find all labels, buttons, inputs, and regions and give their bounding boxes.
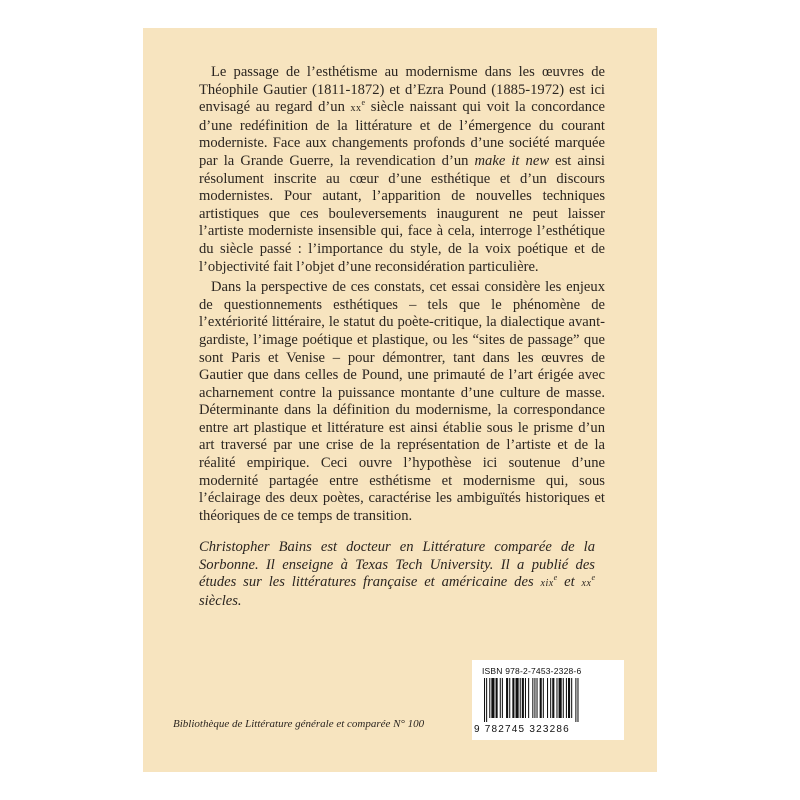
ean-digits: 9 782745 323286 [474, 724, 570, 735]
barcode-image [482, 678, 614, 722]
blurb-paragraph-1: Le passage de l’esthétisme au modernisme dans les œuvres de Théophile Gautier (1811-1872) et d’Ezra Pound (1885-1972) est ici envisagé au regard d’un $xx^e$ siècle naissant qui voit la concordance d’une redéfinition de la littérature et de l’émergence du courant moderniste. Face aux changements profonds d’une société marquée par la Grande Guerre, la revendication d’un make it new est ainsi résolument inscrite au cœur d’une esthétique et d’un discours modernistes. Pour autant, l’apparition de nouvelles techniques artistiques que ces bouleversements inaugurent ne peut laisser l’artiste moderniste insensible qui, face à cela, interroge l’esthétique du siècle passé : l’importance du style, de la voix poétique et de l’objectivité fait l’objet d’une reconsidération particulière. [199, 64, 605, 275]
barcode-bar [540, 678, 542, 718]
barcode-bar [547, 678, 548, 718]
barcode-bar [522, 678, 524, 718]
barcode-bar [506, 678, 508, 718]
barcode-bar [484, 678, 485, 722]
barcode-bar [566, 678, 567, 718]
barcode-bar [512, 678, 514, 718]
barcode-bar [563, 678, 564, 718]
barcode-bar [577, 678, 578, 722]
barcode-bar [559, 678, 562, 718]
blurb-paragraph-2: Dans la perspective de ces constats, cet essai considère les enjeux de questionnements esthétiques – tels que le phénomène de l’extériorité littéraire, le statut du poète-critique, la dialectique avant-gardiste, l’image poétique et plastique, ou les “sites de passage” que sont Paris et Venise – pour démontrer, tant dans les œuvres de Gautier que dans celles de Pound, une primauté de l’art érigée avec acharnement contre la puissance montante d’une culture de masse. Déterminante dans la définition du modernisme, la correspondance entre art plastique et littérature est ainsi établie sous le prisme d’un art traversé par une crise de la représentation de l’artiste et de la réalité empirique. Ceci ouvre l’hypothèse ici soutenue d’une modernité partagée entre esthétisme et modernisme qui, sous l’éclairage des deux poètes, caractérise les ambiguïtés historiques et théoriques de ce temps de transition. [199, 279, 605, 524]
barcode-bar [520, 678, 521, 718]
barcode-bar [550, 678, 551, 718]
barcode-bar [491, 678, 494, 718]
barcode-bar [509, 678, 510, 718]
series-title: Bibliothèque de Littérature générale et comparée N° 100 [173, 718, 425, 730]
barcode-bar [516, 678, 519, 718]
back-cover [143, 28, 657, 772]
barcode-bar [496, 678, 498, 718]
barcode-bar [534, 678, 535, 718]
barcode-bar [571, 678, 572, 718]
barcode-bar [500, 678, 501, 718]
barcode-bar [489, 678, 490, 718]
barcode-bar [502, 678, 503, 718]
isbn-label: ISBN 978-2-7453-2328-6 [482, 666, 582, 676]
barcode-bar [556, 678, 557, 718]
barcode-bar [525, 678, 526, 718]
barcode-bar [552, 678, 554, 718]
barcode-bar [543, 678, 544, 718]
author-bio: Christopher Bains est docteur en Littérature comparée de la Sorbonne. Il enseigne à Texas Tech University. Il a publié des études sur les littératures française et américaine des xix$^e$ et $xx^e$ siècles. [199, 539, 595, 609]
barcode-bar [532, 678, 533, 718]
barcode-bar [528, 678, 529, 718]
barcode-block [472, 660, 624, 740]
blurb [199, 64, 605, 528]
barcode-bar [568, 678, 570, 718]
barcode-bar [486, 678, 487, 722]
barcode-bar [575, 678, 576, 722]
barcode-bar [537, 678, 538, 718]
